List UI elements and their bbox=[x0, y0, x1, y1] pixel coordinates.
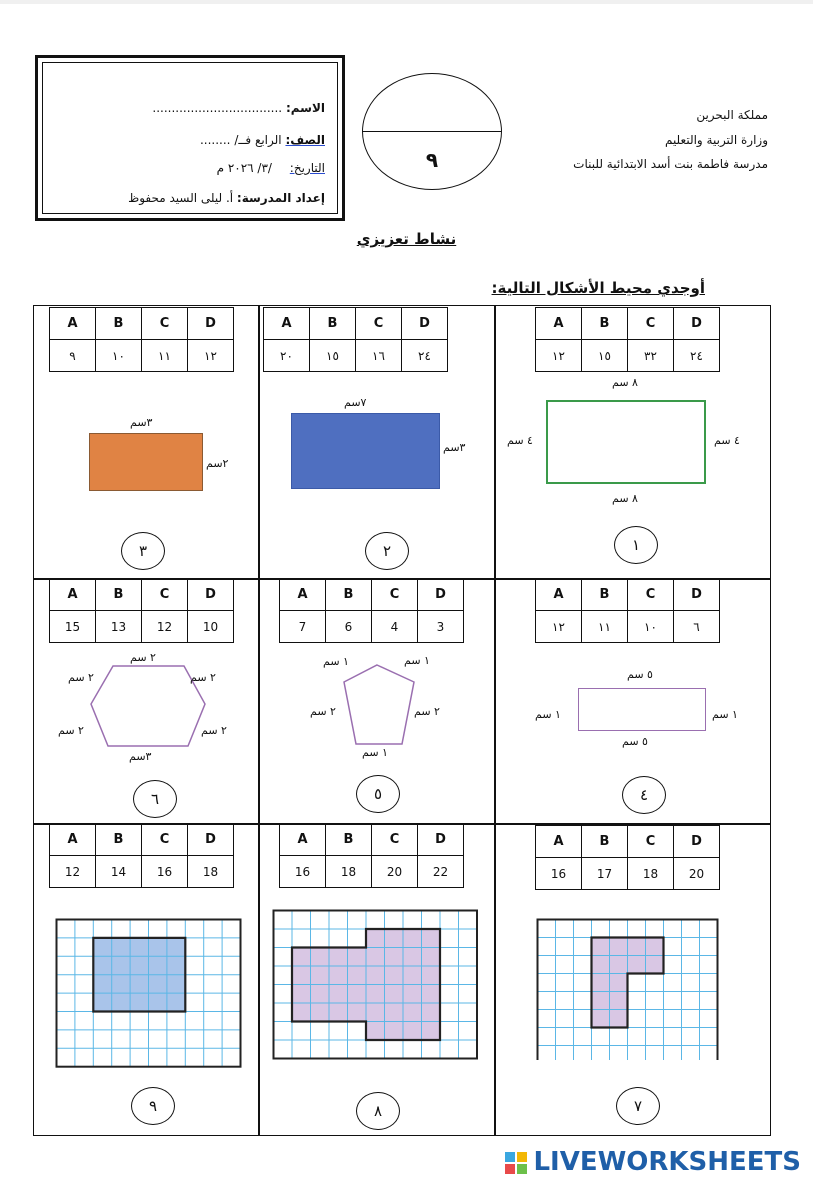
option-value[interactable]: 13 bbox=[96, 611, 142, 643]
question-number-7: ٧ bbox=[616, 1087, 660, 1125]
class-label: الصف: bbox=[285, 133, 325, 147]
name-line[interactable] bbox=[152, 101, 325, 115]
option-value[interactable]: 4 bbox=[372, 611, 418, 643]
q2-label-right: ٣سم bbox=[443, 441, 466, 454]
option-letter[interactable]: C bbox=[628, 308, 674, 340]
option-letter[interactable]: C bbox=[142, 824, 188, 856]
q5-label-left: ٢ سم bbox=[310, 705, 336, 718]
option-letter[interactable]: D bbox=[188, 308, 234, 340]
option-value[interactable]: 12 bbox=[50, 856, 96, 888]
date-label: التاريخ: bbox=[289, 161, 325, 175]
q4-label-right: ١ سم bbox=[712, 708, 738, 721]
logo-icon bbox=[505, 1152, 527, 1174]
q7-grid-figure bbox=[536, 918, 720, 1060]
option-letter[interactable]: A bbox=[50, 308, 96, 340]
option-value[interactable]: 18 bbox=[326, 856, 372, 888]
option-value[interactable]: ١٢ bbox=[536, 611, 582, 643]
option-letter[interactable]: C bbox=[142, 308, 188, 340]
option-letter[interactable]: A bbox=[50, 824, 96, 856]
question-number-2: ٢ bbox=[365, 532, 409, 570]
option-value[interactable]: ٢٠ bbox=[264, 340, 310, 372]
option-value[interactable]: 15 bbox=[50, 611, 96, 643]
option-value[interactable]: 16 bbox=[536, 858, 582, 890]
option-letter[interactable]: D bbox=[188, 579, 234, 611]
option-letter[interactable]: D bbox=[418, 824, 464, 856]
option-value[interactable]: ٣٢ bbox=[628, 340, 674, 372]
option-value[interactable]: ١٢ bbox=[536, 340, 582, 372]
option-letter[interactable]: A bbox=[264, 308, 310, 340]
score-divider bbox=[363, 131, 501, 132]
option-letter[interactable]: A bbox=[536, 308, 582, 340]
q3-rectangle bbox=[89, 433, 203, 491]
option-letter[interactable]: D bbox=[188, 824, 234, 856]
q7-options-table bbox=[535, 825, 720, 890]
q2-rectangle bbox=[291, 413, 440, 489]
option-value[interactable]: ٢٤ bbox=[402, 340, 448, 372]
school-text: مدرسة فاطمة بنت أسد الابتدائية للبنات bbox=[573, 157, 768, 171]
q3-label-right: ٢سم bbox=[206, 457, 229, 470]
q4-rectangle bbox=[578, 688, 706, 731]
q5-pentagon bbox=[336, 660, 422, 750]
top-strip bbox=[0, 0, 813, 4]
option-value[interactable]: ١٥ bbox=[582, 340, 628, 372]
q9-options-table bbox=[49, 823, 234, 888]
q1-label-left: ٤ سم bbox=[507, 434, 533, 447]
option-value[interactable]: 16 bbox=[280, 856, 326, 888]
option-value[interactable]: 14 bbox=[96, 856, 142, 888]
prepared-label: إعداد المدرسة: bbox=[236, 191, 325, 205]
option-value[interactable]: 20 bbox=[674, 858, 720, 890]
ministry-text: وزارة التربية والتعليم bbox=[664, 133, 768, 147]
option-letter[interactable]: B bbox=[326, 579, 372, 611]
option-letter[interactable]: B bbox=[96, 308, 142, 340]
question-number-1: ١ bbox=[614, 526, 658, 564]
option-letter[interactable]: C bbox=[372, 579, 418, 611]
student-info-box bbox=[35, 55, 345, 221]
option-value[interactable]: 17 bbox=[582, 858, 628, 890]
q3-label-top: ٣سم bbox=[130, 416, 153, 429]
option-value[interactable]: 7 bbox=[280, 611, 326, 643]
class-field[interactable]: الرابع فــ/ ........ bbox=[199, 133, 282, 147]
kingdom-text: مملكة البحرين bbox=[696, 108, 768, 122]
q4-options-table bbox=[535, 578, 720, 643]
q1-label-top: ٨ سم bbox=[612, 376, 638, 389]
option-value[interactable]: ١٢ bbox=[188, 340, 234, 372]
q6-label-top: ٢ سم bbox=[130, 651, 156, 664]
option-letter[interactable]: D bbox=[674, 826, 720, 858]
option-value[interactable]: ١٠ bbox=[628, 611, 674, 643]
q5-options-table bbox=[279, 578, 464, 643]
option-letter[interactable]: D bbox=[418, 579, 464, 611]
option-letter[interactable]: A bbox=[536, 826, 582, 858]
q4-label-top: ٥ سم bbox=[627, 668, 653, 681]
option-value[interactable]: ٢٤ bbox=[674, 340, 720, 372]
q4-label-bottom: ٥ سم bbox=[622, 735, 648, 748]
teacher-name: أ. ليلى السيد محفوظ bbox=[128, 191, 234, 205]
option-letter[interactable]: D bbox=[674, 308, 720, 340]
q2-options-table bbox=[263, 307, 448, 372]
q6-label-top-left: ٢ سم bbox=[68, 671, 94, 684]
q1-options-table bbox=[535, 307, 720, 372]
option-letter[interactable]: A bbox=[536, 579, 582, 611]
date-line[interactable] bbox=[217, 161, 325, 175]
q4-label-left: ١ سم bbox=[535, 708, 561, 721]
option-letter[interactable]: C bbox=[628, 826, 674, 858]
option-value[interactable]: 22 bbox=[418, 856, 464, 888]
option-value[interactable]: 3 bbox=[418, 611, 464, 643]
option-letter[interactable]: C bbox=[356, 308, 402, 340]
class-line[interactable] bbox=[200, 133, 325, 147]
option-value[interactable]: 10 bbox=[188, 611, 234, 643]
option-letter[interactable]: C bbox=[372, 824, 418, 856]
option-letter[interactable]: B bbox=[310, 308, 356, 340]
option-value[interactable]: 18 bbox=[628, 858, 674, 890]
worksheet-title: نشاط تعزيزي bbox=[356, 230, 457, 248]
q5-label-bottom: ١ سم bbox=[362, 746, 388, 759]
option-letter[interactable]: B bbox=[96, 579, 142, 611]
q8-options-table bbox=[279, 823, 464, 888]
option-letter[interactable]: B bbox=[96, 824, 142, 856]
option-letter[interactable]: A bbox=[280, 824, 326, 856]
option-value[interactable]: 12 bbox=[142, 611, 188, 643]
option-value[interactable]: ١٥ bbox=[310, 340, 356, 372]
score-circle bbox=[362, 73, 502, 190]
q1-label-bottom: ٨ سم bbox=[612, 492, 638, 505]
q5-label-right: ٢ سم bbox=[414, 705, 440, 718]
question-number-3: ٣ bbox=[121, 532, 165, 570]
name-field[interactable]: .................................. bbox=[152, 101, 283, 115]
question-number-4: ٤ bbox=[622, 776, 666, 814]
q5-label-top-right: ١ سم bbox=[404, 654, 430, 667]
name-label: الاسم: bbox=[285, 101, 325, 115]
option-letter[interactable]: B bbox=[582, 826, 628, 858]
option-letter[interactable]: B bbox=[582, 308, 628, 340]
option-value[interactable]: ٦ bbox=[674, 611, 720, 643]
q6-label-bottom-right: ٢ سم bbox=[201, 724, 227, 737]
score-total: ٩ bbox=[425, 148, 439, 172]
q5-label-top-left: ١ سم bbox=[323, 655, 349, 668]
option-value[interactable]: 6 bbox=[326, 611, 372, 643]
option-value[interactable]: 16 bbox=[142, 856, 188, 888]
option-value[interactable]: ١١ bbox=[142, 340, 188, 372]
prepared-line bbox=[128, 191, 325, 205]
q6-options-table bbox=[49, 578, 234, 643]
question-number-5: ٥ bbox=[356, 775, 400, 813]
option-letter[interactable]: D bbox=[402, 308, 448, 340]
date-field[interactable]: /٣/ ٢٠٢٦ م bbox=[216, 161, 272, 175]
question-number-6: ٦ bbox=[133, 780, 177, 818]
q2-label-top: ٧سم bbox=[344, 396, 367, 409]
option-letter[interactable]: D bbox=[674, 579, 720, 611]
option-letter[interactable]: B bbox=[326, 824, 372, 856]
option-letter[interactable]: C bbox=[628, 579, 674, 611]
option-value[interactable]: 18 bbox=[188, 856, 234, 888]
q1-rectangle bbox=[546, 400, 706, 484]
option-value[interactable]: ١١ bbox=[582, 611, 628, 643]
option-letter[interactable]: B bbox=[582, 579, 628, 611]
q1-label-right: ٤ سم bbox=[714, 434, 740, 447]
q3-options-table bbox=[49, 307, 234, 372]
q6-label-bottom: ٣سم bbox=[129, 750, 152, 763]
q6-label-bottom-left: ٢ سم bbox=[58, 724, 84, 737]
option-value[interactable]: 20 bbox=[372, 856, 418, 888]
liveworksheets-logo[interactable]: LIVEWORKSHEETS bbox=[533, 1147, 801, 1177]
question-number-8: ٨ bbox=[356, 1092, 400, 1130]
option-value[interactable]: ١٠ bbox=[96, 340, 142, 372]
q8-grid-figure bbox=[272, 909, 478, 1065]
option-letter[interactable]: C bbox=[142, 579, 188, 611]
q6-label-top-right: ٢ سم bbox=[190, 671, 216, 684]
option-letter[interactable]: A bbox=[280, 579, 326, 611]
option-value[interactable]: ٩ bbox=[50, 340, 96, 372]
q9-grid-figure bbox=[55, 918, 246, 1068]
instruction: أوجدي محيط الأشكال التالية: bbox=[491, 279, 705, 297]
option-letter[interactable]: A bbox=[50, 579, 96, 611]
question-number-9: ٩ bbox=[131, 1087, 175, 1125]
option-value[interactable]: ١٦ bbox=[356, 340, 402, 372]
